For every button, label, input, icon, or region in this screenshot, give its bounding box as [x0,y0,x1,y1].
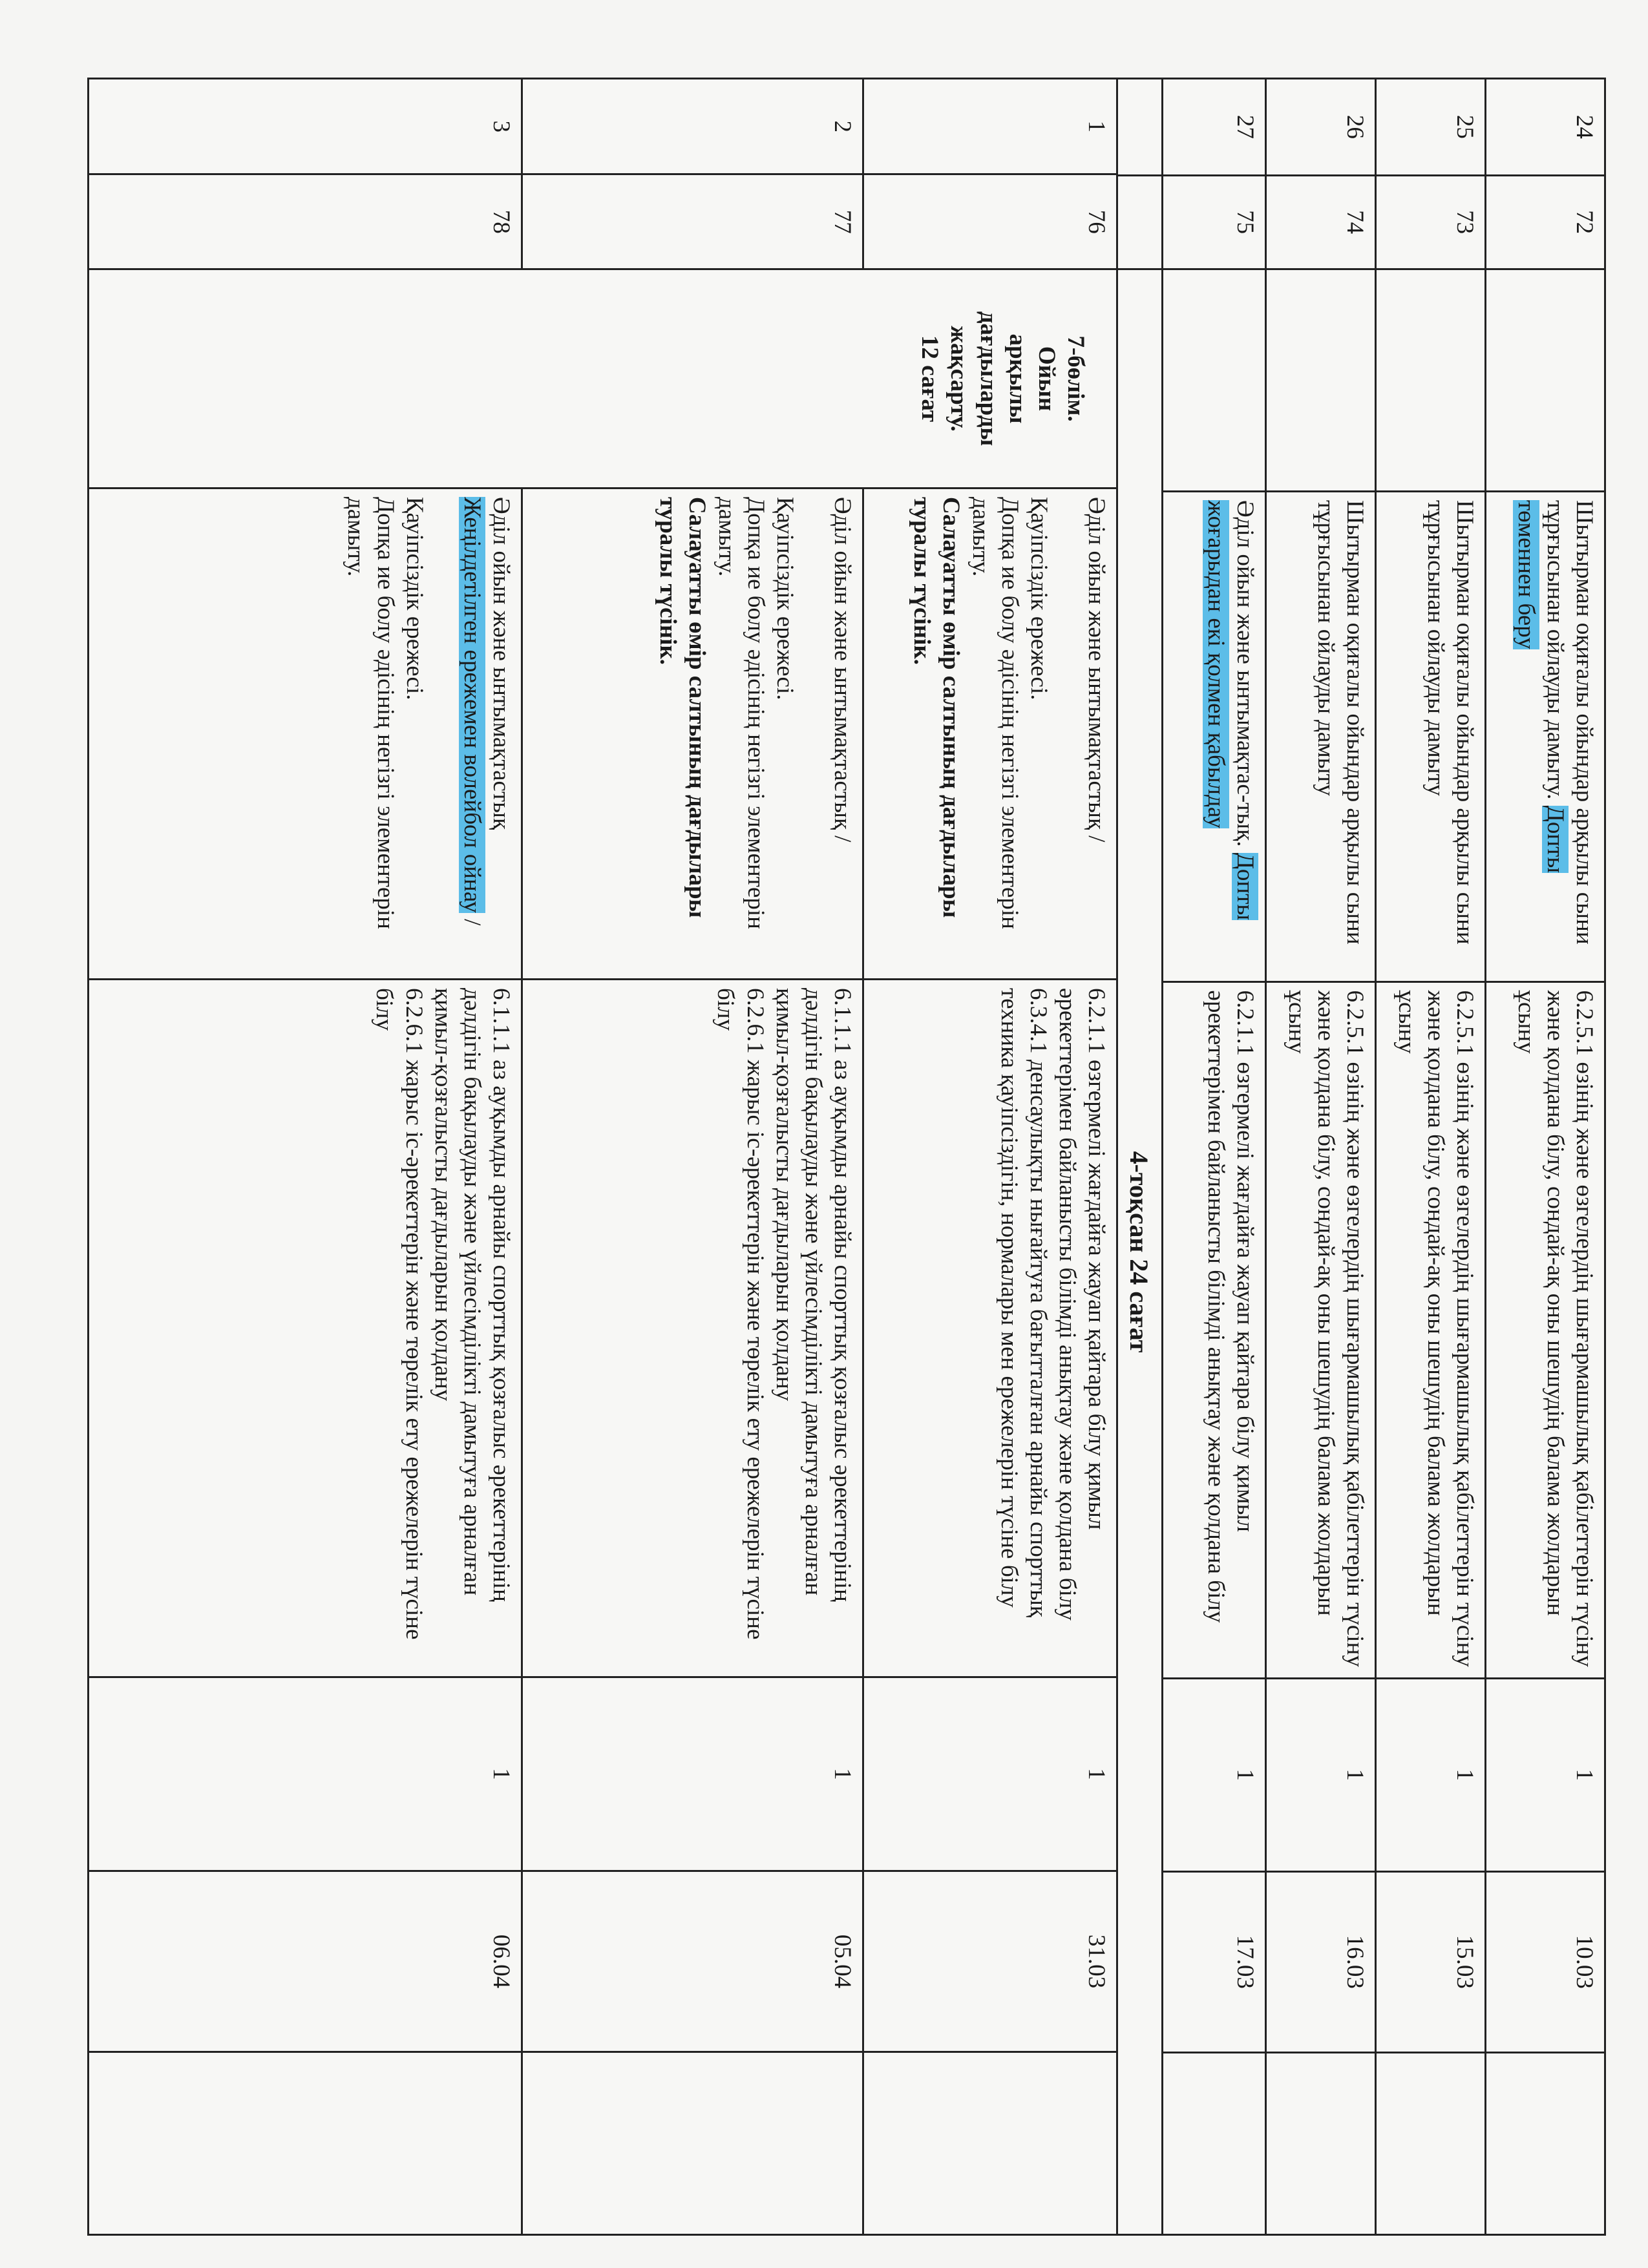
section-cell [1486,270,1604,492]
section-line: дағдыларды [975,311,1002,446]
table-row [89,489,521,2234]
topic-text: Әділ ойын және ынтымақтас-тық. [1232,499,1258,853]
date-cell: 06.04 [89,1872,521,2053]
note-cell [864,2053,1116,2234]
topic-cell: Шытырман оқиғалы ойындар арқылы сыни тұрғысынан ойлауды дамыту [1377,492,1484,983]
objective-cell [523,980,862,1678]
topic-line: Салауатты өмір салтының дағдылары туралы түсінік. [909,497,965,918]
lesson-number: 26 [1267,79,1375,176]
lesson-number: 1 [864,79,1116,175]
empty-cell [1118,79,1161,176]
date-cell: 31.03 [864,1872,1116,2053]
objective-cell [89,980,521,1678]
quarter-header-row [1116,79,1161,2234]
topic-line: Қауіпсіздік ережесі. [401,497,428,700]
date-cell: 05.04 [523,1872,862,2053]
note-cell [1486,2053,1604,2234]
curriculum-table [87,78,1606,2236]
table-row [1484,79,1604,2234]
topic-line: Қауіпсіздік ережесі. [771,497,798,700]
content-columns [89,489,1116,2234]
topic-line: Допқа ие болу әдісінің негізгі элементерін дамыту. [343,497,399,929]
topic-line: Допқа ие болу әдісінің негізгі элементерін дамыту. [713,497,769,929]
topic-highlight: Допты жоғарыдан екі қолмен қабылдау [1202,499,1258,921]
lesson-number: 25 [1377,79,1484,176]
section-line: арқылы [1004,333,1031,424]
objective-cell: 6.2.5.1 өзінің және өзгелердің шығармашылық қабілеттерін түсіну және қолдана білу, сондай-ақ оны шешудің балама жолдарын ұсыну [1486,983,1604,1679]
table-row [521,79,862,268]
date-cell: 10.03 [1486,1873,1604,2053]
topic-cell [864,489,1116,980]
lesson-number: 24 [1486,79,1604,176]
empty-cell [1118,176,1161,270]
section7-block [89,79,1116,2234]
topic-line: Қауіпсіздік ережесі. [1025,497,1052,700]
topic-text: Әділ ойын және ынтымақтастық [488,497,514,830]
hour-number: 72 [1486,176,1604,270]
topic-cell [523,489,862,980]
hours-cell: 1 [89,1678,521,1872]
table-row [1375,79,1484,2234]
section-line: 7-бөлім. [1062,335,1089,422]
hours-cell: 1 [1486,1679,1604,1873]
hours-cell: 1 [864,1678,1116,1872]
quarter-title: 4-тоқсан 24 сағат [1125,1151,1154,1353]
topic-highlight: Допты төменнен беру [1512,499,1569,874]
lesson-number: 27 [1163,79,1265,176]
topic-cell [89,489,521,980]
table-row [862,79,1116,268]
objective-cell: 6.2.1.1 өзгермелі жағдайға жауап қайтара білу қимыл әрекеттерімен байланысты білімді анықтау және қолдана білу [1163,983,1265,1679]
hour-number: 76 [1083,209,1110,234]
objective-line: 6.2.1.1 өзгермелі жағдайға жауап қайтара білу қимыл әрекеттерімен байланысты білімді анықтау және қолдана білу [1053,988,1110,1621]
table-row [1265,79,1375,2234]
hour-number: 73 [1377,176,1484,270]
hours-cell: 1 [1377,1679,1484,1873]
topic-line: Салауатты өмір салтының дағдылары туралы түсінік. [655,497,711,918]
table-row [1161,79,1265,2234]
table-row [89,79,521,268]
topic-line: Әділ ойын және ынтымақтастық / [1083,497,1110,843]
objective-line: 6.1.1.1 аз ауқымды арнайы спорттық қозғалыс әрекеттерінің дәлдігін бақылауды және үйлесімділікті дамытуға арналған қимыл-қозғалысты дағдыларын қолдану [429,988,514,1602]
hour-number: 78 [488,209,514,234]
objective-line: 6.1.1.1 аз ауқымды арнайы спорттық қозғалыс әрекеттерінің дәлдігін бақылауды және үйлесімділікті дамытуға арналған қимыл-қозғалысты дағдыларын қолдану [770,988,856,1602]
note-cell [1267,2053,1375,2234]
objective-line: 6.3.4.1 денсаулықты нығайтуға бағытталған арнайы спорттық техника қауіпсіздігін, нормалары мен ережелерін түсіне білу [995,988,1051,1617]
section-cell [1163,270,1265,492]
table-row [862,489,1116,2234]
topic-text: Шытырман оқиғалы ойындар арқылы сыни тұрғысынан ойлауды дамыту. [1541,499,1598,945]
table-row [521,489,862,2234]
section-line: Ойын [1033,346,1060,412]
section-cell [1377,270,1484,492]
objective-cell: 6.2.5.1 өзінің және өзгелердің шығармашылық қабілеттерін түсіну және қолдана білу, сондай-ақ оны шешудің балама жолдарын ұсыну [1267,983,1375,1679]
topic-line [458,497,516,971]
topic-line: Әділ ойын және ынтымақтастық / [829,497,856,843]
note-cell [89,2053,521,2234]
note-cell [1163,2053,1265,2234]
objective-cell: 6.2.5.1 өзінің және өзгелердің шығармашылық қабілеттерін түсіну және қолдана білу, сондай-ақ оны шешудің балама жолдарын ұсыну [1377,983,1484,1679]
objective-line: 6.2.6.1 жарыс іс-әрекеттерін және төрелік ету ережелерін түсіне білу [712,988,768,1640]
date-cell: 15.03 [1377,1873,1484,2053]
topic-line: Допқа ие болу әдісінің негізгі элементерін дамыту. [967,497,1023,929]
topic-highlight: Жеңілдетілген ережемен волейбол ойнау [458,497,485,913]
objective-line: 6.2.6.1 жарыс іс-әрекеттерін және төрелік ету ережелерін түсіне білу [371,988,427,1640]
section-title [89,270,1116,489]
section-line: жақсарту. [945,326,973,432]
section-cell [1267,270,1375,492]
lesson-number: 3 [89,79,521,175]
topic-cell: Шытырман оқиғалы ойындар арқылы сыни тұрғысынан ойлауды дамыту [1267,492,1375,983]
hour-number: 75 [1163,176,1265,270]
topic-text: / [458,912,485,926]
hours-cell: 1 [1163,1679,1265,1873]
date-cell: 16.03 [1267,1873,1375,2053]
number-columns [89,79,1116,270]
section-line: 12 сағат [916,335,944,423]
note-cell [1377,2053,1484,2234]
hours-cell: 1 [1267,1679,1375,1873]
hours-cell: 1 [523,1678,862,1872]
date-cell: 17.03 [1163,1873,1265,2053]
objective-cell [864,980,1116,1678]
topic-cell [1163,492,1265,983]
hour-number: 74 [1267,176,1375,270]
lesson-number: 2 [523,79,862,175]
note-cell [523,2053,862,2234]
topic-cell [1486,492,1604,983]
hour-number: 77 [829,209,856,234]
